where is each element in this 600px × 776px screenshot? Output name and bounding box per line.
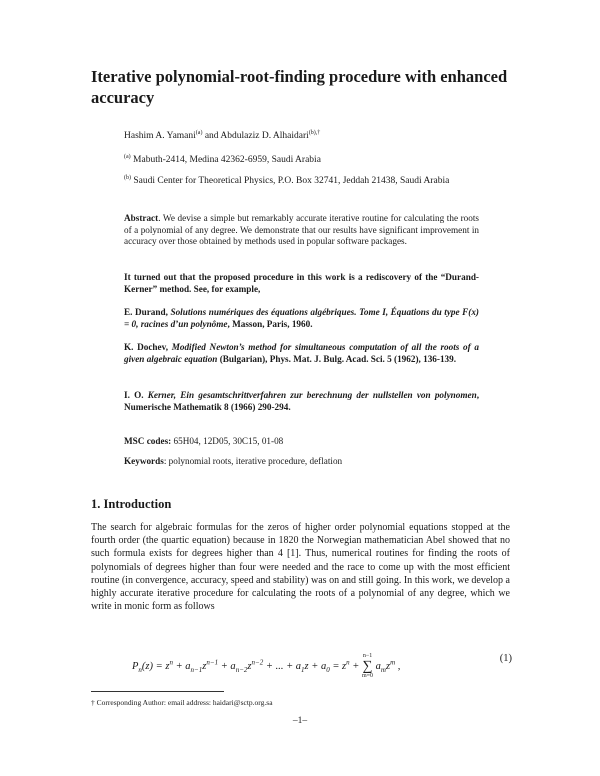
equation-body: $P_n(z) = z^n + a_{n-1}z^{n-1} + a_{n-2}z^{n-2}$ + ... + $a_1z + a_0 = z^n$ + n−1 ∑ m=0 $a_mz^m$ , xyxy=(132,653,401,679)
msc-codes xyxy=(124,436,283,446)
reference-dochev-rest: (Bulgarian), Phys. Mat. J. Bulg. Acad. Sci. 5 (1962), 136-139. xyxy=(217,353,457,364)
keywords-label: Keywords xyxy=(124,456,164,466)
equation-1 xyxy=(132,646,512,679)
affiliation-a xyxy=(124,155,321,165)
reference-kerner xyxy=(124,390,479,413)
author-1-sup: (a) xyxy=(195,129,203,136)
footnote: † Corresponding Author: email address: haidari@sctp.org.sa xyxy=(91,698,273,707)
paper-title: Iterative polynomial-root-finding procedure with enhanced accuracy xyxy=(91,67,508,107)
affiliation-b xyxy=(124,176,449,186)
author-2-sup: (b),† xyxy=(308,129,321,136)
msc-value: 65H04, 12D05, 30C15, 01-08 xyxy=(171,436,284,446)
reference-dochev-authors: K. Dochev, xyxy=(124,342,172,352)
reference-durand-authors: E. Durand, xyxy=(124,307,171,317)
reference-dochev-title: Modified Newton’s method for simultaneous computation of all the roots of a given algebraic equation xyxy=(124,342,479,364)
abstract xyxy=(124,213,479,248)
rediscovery-note: It turned out that the proposed procedure in this work is a rediscovery of the “Durand-Kerner” method. See, for example, xyxy=(124,272,479,294)
affiliation-b-sup: (b) xyxy=(124,174,131,181)
reference-kerner-rest: , Numerische Mathematik 8 (1966) 290-294. xyxy=(124,390,479,412)
footnote-rule xyxy=(91,691,224,692)
section-heading: 1. Introduction xyxy=(91,497,172,511)
introduction-text: The search for algebraic formulas for the zeros of higher order polynomial equations stopped at the fourth order (the quartic equation) because in 1820 the Norwegian mathematician Abel showed that no such formula exists for degrees higher than 4 [1]. Thus, numerical routines for finding the roots of polynomials of degrees higher than four were needed and the race to come up with the most efficient routine (in convergence, accuracy, speed and stability) was on and still going. In this work, we develop a highly accurate iterative procedure for calculating the roots of a polynomial of any degree, which we write in monic form as follows xyxy=(91,522,510,613)
keywords-value: : polynomial roots, iterative procedure, deflation xyxy=(163,456,343,466)
reference-kerner-authors: I. O. xyxy=(124,390,148,400)
page-number: –1– xyxy=(292,716,308,726)
author-1: Hashim A. Yamani xyxy=(124,131,196,141)
affiliation-a-text: Mabuth-2414, Medina 42362-6959, Saudi Arabia xyxy=(133,155,321,165)
reference-durand-title: Solutions numériques des équations algébriques. Tome I, Équations du type F(x) = 0, racines d’un polynôme xyxy=(124,307,479,329)
reference-durand xyxy=(124,307,479,330)
affiliation-b-text: Saudi Center for Theoretical Physics, P.O. Box 32741, Jeddah 21438, Saudi Arabia xyxy=(133,176,450,186)
keywords xyxy=(124,456,342,466)
affiliation-a-sup: (a) xyxy=(124,153,131,160)
reference-durand-rest: , Masson, Paris, 1960. xyxy=(227,318,313,329)
author-line xyxy=(124,131,320,141)
reference-dochev xyxy=(124,342,479,365)
author-joiner: and xyxy=(202,131,221,141)
equation-number: (1) xyxy=(499,653,512,664)
author-2: Abdulaziz D. Alhaidari xyxy=(220,131,309,141)
msc-label: MSC codes: xyxy=(124,436,172,446)
reference-kerner-title: Kerner, Ein gesamtschrittverfahren zur berechnung der nullstellen von polynomen xyxy=(147,390,477,400)
abstract-text: . We devise a simple but remarkably accurate iterative routine for calculating the roots of a polynomial of any degree. We demonstrate that our results have significant improvement in accuracy over those obtained by methods used in popular software packages. xyxy=(124,213,479,247)
abstract-label: Abstract xyxy=(124,213,159,223)
